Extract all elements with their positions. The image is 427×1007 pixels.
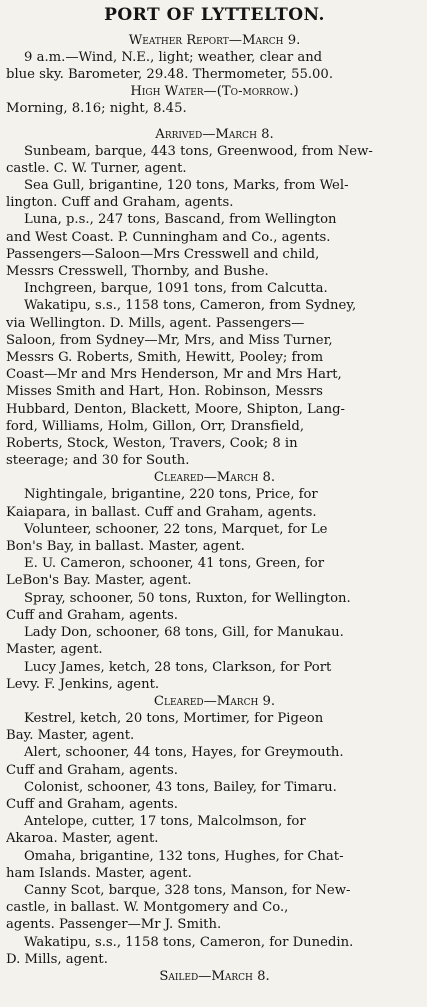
text-line: Kaiapara, in ballast. Cuff and Graham, agents. [6, 504, 317, 520]
shipping-entry [6, 521, 423, 555]
text-line: Wakatipu, s.s., 1158 tons, Cameron, for Dunedin. [24, 934, 354, 950]
arrived-heading: Arrived—March 8. [155, 126, 274, 142]
shipping-entry [6, 143, 423, 177]
text-line: Passengers—Saloon—Mrs Cresswell and child, [6, 246, 320, 262]
text-line: Alert, schooner, 44 tons, Hayes, for Greymouth. [24, 745, 344, 761]
text-line: Cuff and Graham, agents. [6, 762, 178, 778]
shipping-entry [6, 813, 423, 847]
text-line: D. Mills, agent. [6, 951, 108, 967]
shipping-entry [6, 882, 423, 934]
cleared-march-8-heading: Cleared—March 8. [153, 470, 276, 486]
shipping-entry [6, 659, 423, 693]
sailed-heading: Sailed—March 8. [159, 968, 270, 984]
shipping-entry [6, 624, 423, 658]
shipping-entry [6, 555, 423, 589]
text-line: E. U. Cameron, schooner, 41 tons, Green, for [24, 556, 325, 572]
text-line: Akaroa. Master, agent. [6, 831, 159, 847]
text-line: Canny Scot, barque, 328 tons, Manson, for New- [24, 882, 351, 898]
shipping-entry [6, 486, 423, 520]
text-line: Roberts, Stock, Weston, Travers, Cook; 8 in [6, 436, 298, 452]
text-line: Bay. Master, agent. [6, 728, 135, 744]
text-line: Cuff and Graham, agents. [6, 796, 178, 812]
text-line: Cuff and Graham, agents. [6, 607, 178, 623]
arrived-list [6, 143, 423, 470]
shipping-entry [6, 590, 423, 624]
cleared-march-8-list [6, 486, 423, 692]
text-line: Colonist, schooner, 43 tons, Bailey, for Timaru. [24, 779, 337, 795]
text-line: Volunteer, schooner, 22 tons, Marquet, for Le [24, 521, 328, 537]
text-line: Antelope, cutter, 17 tons, Malcolmson, for [24, 814, 306, 830]
shipping-entry [6, 744, 423, 778]
text-line: Spray, schooner, 50 tons, Ruxton, for Wellington. [24, 590, 351, 606]
text-line: Omaha, brigantine, 132 tons, Hughes, for Chat- [24, 848, 344, 864]
text-line: steerage; and 30 for South. [6, 453, 190, 469]
text-line: Kestrel, ketch, 20 tons, Mortimer, for Pigeon [24, 710, 324, 726]
text-line: Coast—Mr and Mrs Henderson, Mr and Mrs Hart, [6, 367, 342, 383]
text-line: Messrs Cresswell, Thornby, and Bushe. [6, 264, 269, 280]
page-title: PORT OF LYTTELTON. [104, 5, 325, 25]
text-line: castle, in ballast. W. Montgomery and Co., [6, 900, 289, 916]
text-line: agents. Passenger—Mr J. Smith. [6, 917, 222, 933]
shipping-entry [6, 710, 423, 744]
text-line: Misses Smith and Hart, Hon. Robinson, Messrs [6, 384, 323, 400]
shipping-entry [6, 297, 423, 469]
cleared-march-9-list [6, 710, 423, 968]
shipping-entry [6, 934, 423, 968]
shipping-entry [6, 848, 423, 882]
text-line: Levy. F. Jenkins, agent. [6, 676, 160, 692]
text-line: Sea Gull, brigantine, 120 tons, Marks, from Wel- [24, 178, 349, 194]
text-line: Messrs G. Roberts, Smith, Hewitt, Pooley; from [6, 350, 324, 366]
text-line: ham Islands. Master, agent. [6, 865, 192, 881]
text-line: ford, Williams, Holm, Gillon, Orr, Dransfield, [6, 418, 305, 434]
text-line: Sunbeam, barque, 443 tons, Greenwood, from New- [24, 143, 373, 159]
text-line: 9 a.m.—Wind, N.E., light; weather, clear and [24, 50, 323, 65]
text-line: Lady Don, schooner, 68 tons, Gill, for Manukau. [24, 625, 344, 641]
text-line: Master, agent. [6, 642, 103, 658]
shipping-entry [6, 177, 423, 211]
shipping-entry [6, 779, 423, 813]
text-line: Wakatipu, s.s., 1158 tons, Cameron, from Sydney, [24, 298, 357, 314]
text-line: Lucy James, ketch, 28 tons, Clarkson, for Port [24, 659, 332, 675]
text-line: and West Coast. P. Cunningham and Co., agents. [6, 229, 331, 245]
text-line: via Wellington. D. Mills, agent. Passengers— [6, 315, 305, 331]
shipping-entry [6, 211, 423, 280]
text-line: Saloon, from Sydney—Mr, Mrs, and Miss Turner, [6, 332, 333, 348]
high-water-text [6, 100, 423, 117]
text-line: castle. C. W. Turner, agent. [6, 160, 187, 176]
text-line: Bon's Bay, in ballast. Master, agent. [6, 539, 245, 555]
text-line: Inchgreen, barque, 1091 tons, from Calcutta. [24, 281, 328, 297]
shipping-entry [6, 280, 423, 297]
text-line: LeBon's Bay. Master, agent. [6, 573, 192, 589]
weather-report-heading: Weather Report—March 9. [128, 33, 301, 48]
high-water-heading: High Water—(To-morrow.) [130, 84, 299, 100]
text-line: Luna, p.s., 247 tons, Bascand, from Wellington [24, 212, 337, 228]
text-line: Hubbard, Denton, Blackett, Moore, Shipton, Lang- [6, 401, 345, 417]
text-line: blue sky. Barometer, 29.48. Thermometer, 55.00. [6, 67, 334, 83]
weather-report-text [6, 49, 423, 83]
text-line: Morning, 8.16; night, 8.45. [6, 101, 187, 117]
text-line: Nightingale, brigantine, 220 tons, Price, for [24, 487, 318, 503]
cleared-march-9-heading: Cleared—March 9. [153, 693, 276, 709]
text-line: lington. Cuff and Graham, agents. [6, 195, 234, 211]
